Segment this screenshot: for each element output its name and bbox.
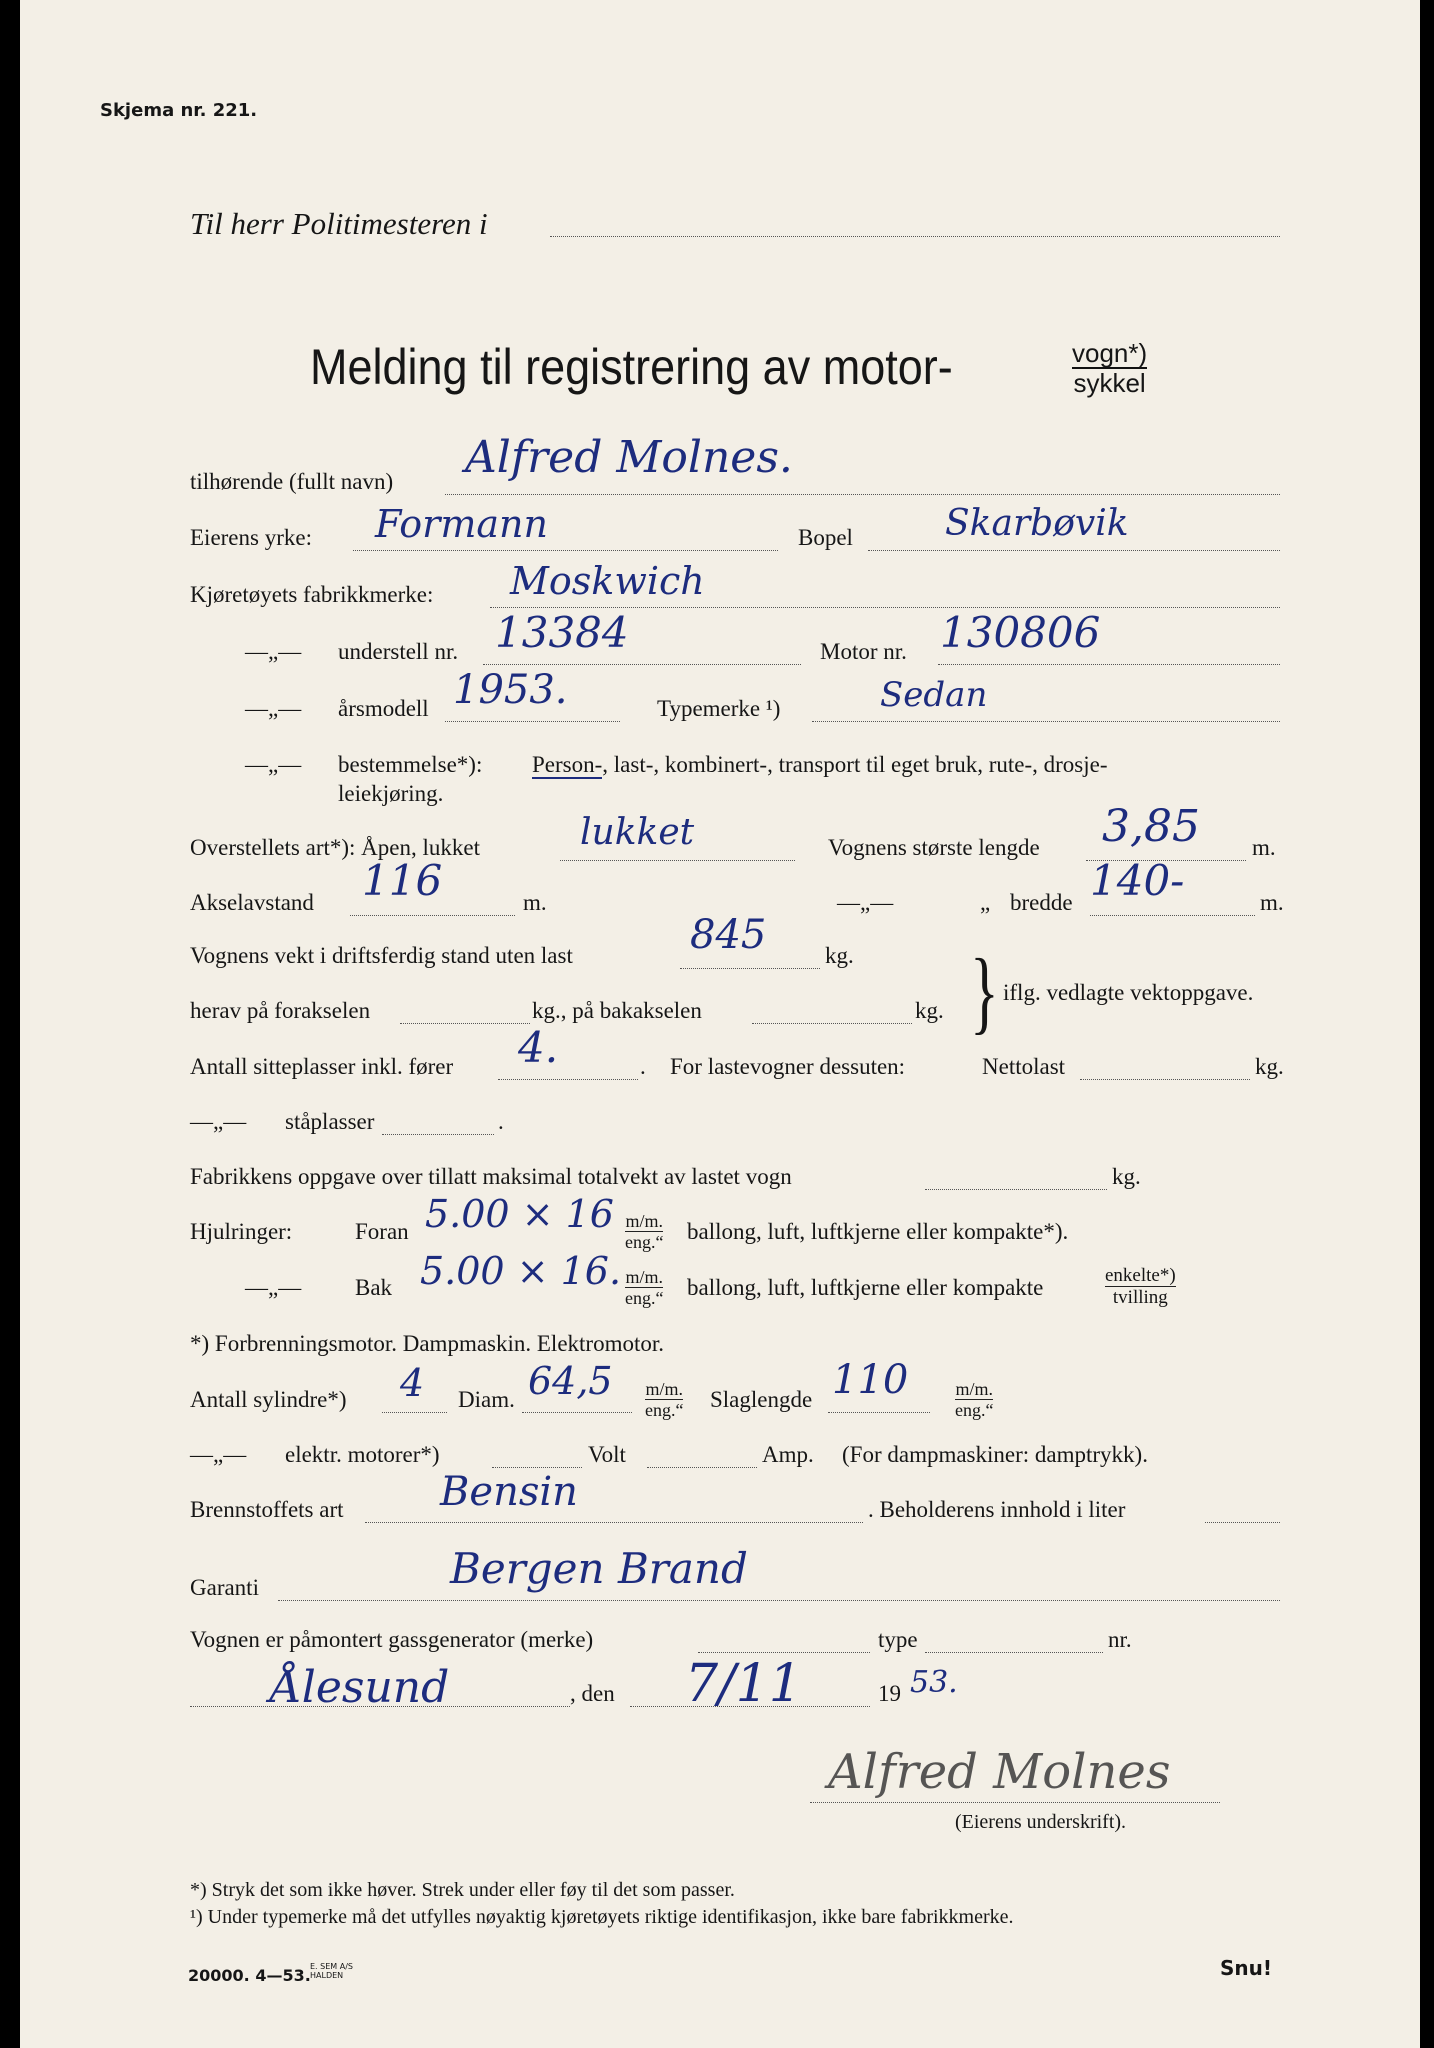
seats-label: Antall sitteplasser inkl. fører (190, 1054, 454, 1079)
tank-line (1205, 1522, 1280, 1523)
occupation-line (353, 550, 778, 551)
print-info: 20000. 4—53. (188, 1966, 311, 1985)
place-handwritten: Ålesund (270, 1662, 450, 1713)
body-type-label: Overstellets art*): Åpen, lukket (190, 835, 480, 860)
front-axle-label: herav på forakselen (190, 998, 371, 1023)
stroke-unit (955, 1380, 993, 1419)
tank-label: . Beholderens innhold i liter (868, 1497, 1126, 1522)
year-prefix: 19 (878, 1681, 901, 1706)
fuel-line (365, 1522, 863, 1523)
model-year-label: årsmodell (338, 696, 429, 721)
title-frac-bottom: sykkel (1073, 368, 1146, 398)
stroke-handwritten: 110 (832, 1357, 909, 1403)
addressee-label: Til herr Politimesteren i (190, 206, 488, 241)
chassis-no-line (483, 664, 801, 665)
make-handwritten: Moskwich (510, 559, 705, 603)
tank-label-text: Beholderens innhold i liter (879, 1497, 1126, 1522)
date-handwritten: 7/11 (685, 1654, 802, 1714)
weight-handwritten: 845 (690, 912, 767, 958)
wheelbase-handwritten: 116 (362, 856, 443, 905)
motor-no-handwritten: 130806 (940, 608, 1101, 657)
max-total-line (925, 1189, 1107, 1190)
addressee-line (550, 236, 1280, 237)
type-mark-line (812, 721, 1280, 722)
ditto-mark-3: —„— (245, 752, 302, 777)
fuel-label: Brennstoffets art (190, 1497, 344, 1522)
weight-brace: } (970, 940, 999, 1043)
standing-line (382, 1134, 494, 1135)
steam-note: (For dampmaskiner: damptrykk). (842, 1442, 1148, 1467)
diameter-mm: m/m. (645, 1379, 683, 1399)
ditto-mark-1: —„— (245, 639, 302, 664)
signature-caption: (Eierens underskrift). (955, 1811, 1127, 1833)
weight-note: iflg. vedlagte vektoppgave. (1003, 980, 1254, 1005)
gas-generator-label: Vognen er påmontert gassgenerator (merke) (190, 1627, 594, 1652)
date-label: , den (570, 1681, 615, 1706)
net-load-line (1080, 1079, 1250, 1080)
residence-handwritten: Skarbøvik (945, 503, 1129, 544)
owner-line (445, 494, 1280, 495)
occupation-handwritten: Formann (375, 502, 548, 546)
ditto-mark-6: —„— (245, 1275, 302, 1300)
net-load-label: Nettolast (982, 1054, 1066, 1079)
weight-unit: kg. (825, 943, 854, 968)
owner-label: tilhørende (fullt navn) (190, 469, 394, 494)
tyres-label: Hjulringer: (190, 1219, 293, 1244)
diameter-unit (645, 1380, 683, 1419)
gas-generator-line (698, 1652, 870, 1653)
tyre-mount-fraction (1105, 1266, 1176, 1307)
tyre-front-unit (625, 1212, 663, 1251)
rear-axle-line (752, 1023, 912, 1024)
printer-mark: E. SEM A/S HALDEN (310, 1962, 353, 1980)
cylinders-label: Antall sylindre*) (190, 1387, 347, 1412)
seats-line (498, 1079, 638, 1080)
bleed-through-text (830, 120, 836, 146)
ditto-mark-5: —„— (190, 1109, 247, 1134)
guarantee-label: Garanti (190, 1575, 259, 1600)
chassis-no-handwritten: 13384 (495, 608, 629, 657)
type-mark-handwritten: Sedan (880, 675, 988, 715)
diameter-handwritten: 64,5 (528, 1359, 613, 1403)
type-label: type (878, 1627, 918, 1652)
rear-axle-unit: kg. (915, 998, 944, 1023)
registration-form-page (20, 0, 1420, 2048)
standing-label: ståplasser (285, 1109, 375, 1134)
make-label: Kjøretøyets fabrikkmerke: (190, 582, 434, 607)
residence-line (868, 550, 1280, 551)
tyre-front-eng: eng.“ (625, 1232, 664, 1252)
wheelbase-label: Akselavstand (190, 890, 314, 915)
electric-line (492, 1467, 582, 1468)
tyre-front-mm: m/m. (625, 1211, 663, 1231)
tyre-front-handwritten: 5.00 × 16 (425, 1192, 614, 1236)
owner-name-handwritten: Alfred Molnes. (465, 432, 793, 483)
tyre-rear-mm: m/m. (625, 1267, 663, 1287)
standing-period: . (498, 1109, 504, 1134)
wheelbase-unit: m. (523, 890, 547, 915)
residence-label: Bopel (798, 525, 853, 550)
diameter-line (522, 1412, 632, 1413)
fuel-handwritten: Bensin (440, 1469, 578, 1515)
tyre-twin: tvilling (1112, 1287, 1168, 1308)
cylinders-handwritten: 4 (400, 1361, 425, 1405)
ditto-mark-2: —„— (245, 696, 302, 721)
purpose-options: , last-, kombinert-, transport til eget bruk, rute-, drosje- (602, 752, 1108, 777)
engine-types: *) Forbrenningsmotor. Dampmaskin. Elektromotor. (190, 1331, 665, 1356)
footnote-1: *) Stryk det som ikke høver. Strek under eller føy til det som passer. (190, 1879, 735, 1901)
wheelbase-line (350, 915, 515, 916)
nr-label: nr. (1108, 1627, 1132, 1652)
max-length-handwritten: 3,85 (1102, 801, 1200, 852)
form-number: Skjema nr. 221. (100, 100, 258, 121)
cylinders-line (382, 1412, 447, 1413)
footnote-2: ¹) Under typemerke må det utfylles nøyaktig kjøretøyets riktige identifikasjon, ikke bare fabrikkmerke. (190, 1906, 1014, 1928)
body-type-handwritten: lukket (580, 812, 695, 853)
form-title: Melding til registrering av motor- (310, 339, 953, 395)
volt-label: Volt (588, 1442, 626, 1467)
tyre-rear-unit (625, 1268, 663, 1307)
body-type-line (560, 860, 795, 861)
ditto-mark-4: —„— (837, 890, 894, 915)
stroke-line (828, 1412, 930, 1413)
tyre-single: enkelte*) (1105, 1265, 1176, 1286)
max-length-unit: m. (1252, 835, 1276, 860)
chassis-no-label: understell nr. (338, 639, 459, 664)
diameter-eng: eng.“ (645, 1400, 684, 1420)
signature-line (810, 1802, 1220, 1803)
max-total-unit: kg. (1112, 1164, 1141, 1189)
max-length-label: Vognens største lengde (828, 835, 1040, 860)
occupation-label: Eierens yrke: (190, 525, 312, 550)
purpose-line2: leiekjøring. (338, 781, 444, 806)
net-load-unit: kg. (1255, 1054, 1284, 1079)
model-year-handwritten: 1953. (453, 667, 568, 713)
max-total-label: Fabrikkens oppgave over tillatt maksimal totalvekt av lastet vogn (190, 1164, 792, 1189)
model-year-line (445, 721, 620, 722)
motor-no-line (938, 664, 1280, 665)
volt-line (647, 1467, 757, 1468)
turn-over-note: Snu! (1220, 1956, 1273, 1980)
motor-no-label: Motor nr. (820, 639, 907, 664)
guarantee-line (278, 1600, 1280, 1601)
guarantee-handwritten: Bergen Brand (450, 1544, 748, 1593)
rear-label: Bak (355, 1275, 393, 1300)
type-mark-label: Typemerke ¹) (657, 696, 781, 721)
front-label: Foran (355, 1219, 409, 1244)
front-axle-line (400, 1023, 530, 1024)
width-ditto-quote: „ (980, 890, 991, 915)
electric-label: elektr. motorer*) (285, 1442, 440, 1467)
seats-handwritten: 4. (518, 1023, 559, 1072)
tyre-types-front: ballong, luft, luftkjerne eller kompakte*). (687, 1219, 1069, 1244)
width-handwritten: 140- (1090, 856, 1185, 905)
purpose-person (532, 753, 1108, 776)
owner-signature: Alfred Molnes (828, 1744, 1171, 1800)
purpose-label: bestemmelse*): (338, 752, 483, 777)
lorries-label: For lastevogner dessuten: (670, 1054, 906, 1079)
title-fraction (1072, 340, 1147, 396)
seats-period: . (640, 1054, 646, 1079)
tyre-rear-eng: eng.“ (625, 1288, 664, 1308)
title-frac-top: vogn*) (1072, 338, 1148, 368)
year-suffix-handwritten: 53. (910, 1665, 958, 1700)
diameter-label: Diam. (458, 1387, 515, 1412)
stroke-eng: eng.“ (955, 1400, 994, 1420)
tyre-types-rear: ballong, luft, luftkjerne eller kompakte (687, 1275, 1044, 1300)
type-line (925, 1652, 1103, 1653)
weight-label: Vognens vekt i driftsferdig stand uten last (190, 943, 573, 968)
ditto-mark-7: —„— (190, 1442, 247, 1467)
stroke-mm: m/m. (955, 1379, 993, 1399)
tyre-rear-handwritten: 5.00 × 16. (420, 1249, 622, 1293)
width-unit: m. (1260, 890, 1284, 915)
purpose-person-underlined: Person- (532, 752, 603, 777)
width-label: bredde (1010, 890, 1073, 915)
amp-label: Amp. (762, 1442, 814, 1467)
stroke-label: Slaglengde (710, 1387, 813, 1412)
weight-line (680, 968, 820, 969)
rear-axle-label: kg., på bakakselen (532, 998, 702, 1023)
width-line (1090, 915, 1255, 916)
